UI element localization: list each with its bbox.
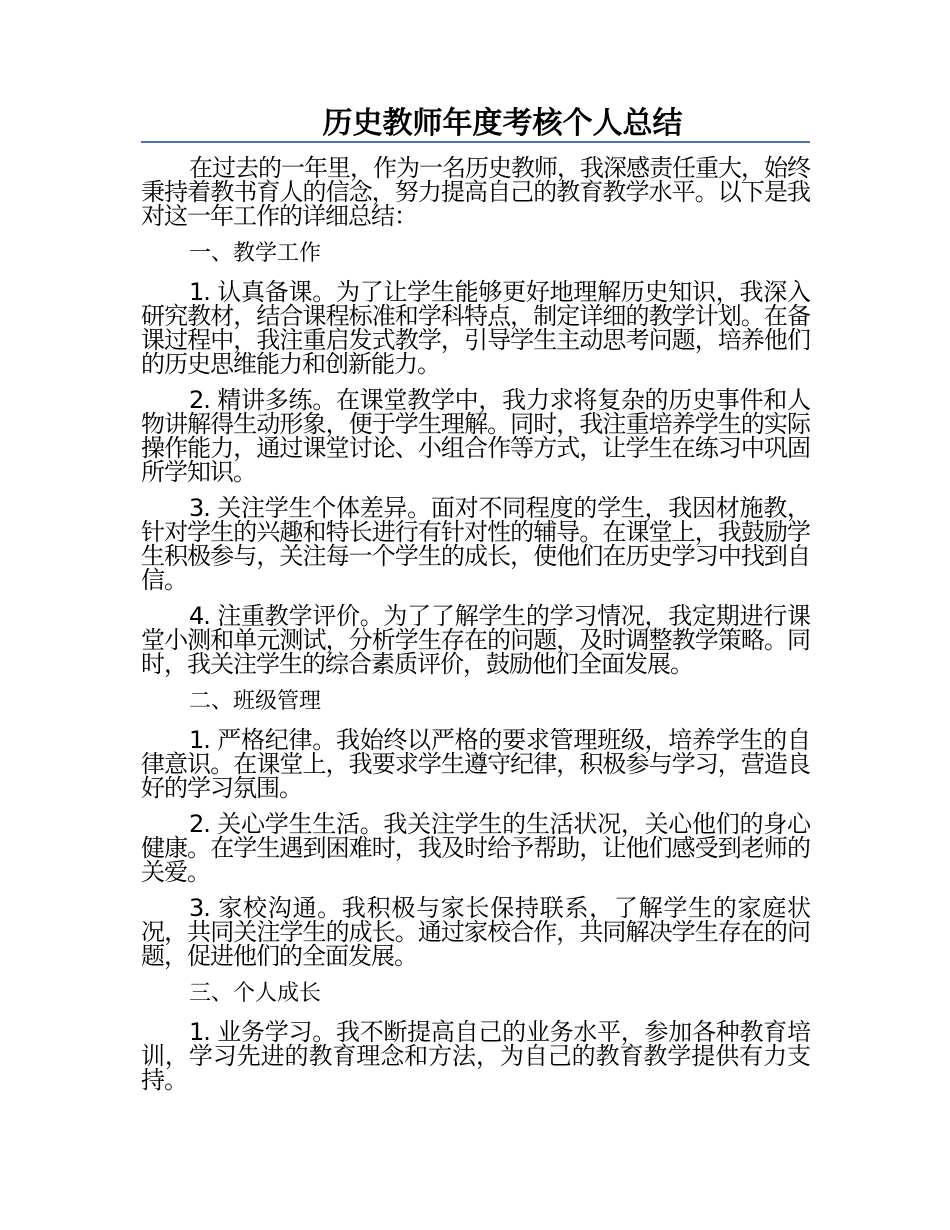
teaching-item-3: 3. 关注学生个体差异。面对不同程度的学生，我因材施教，针对学生的兴趣和特长进行有针对性的辅导。在课堂上，我鼓励学生积极参与，关注每一个学生的成长，使他们在历史学习中找到自信。 (141, 494, 810, 594)
teaching-item-4: 4. 注重教学评价。为了了解学生的学习情况，我定期进行课堂小测和单元测试，分析学生存在的问题，及时调整教学策略。同时，我关注学生的综合素质评价，鼓励他们全面发展。 (141, 602, 810, 678)
section-heading-class-management: 二、班级管理 (189, 689, 322, 714)
section-heading-personal-growth: 三、个人成长 (189, 981, 322, 1006)
class-management-item-2: 2. 关心学生生活。我关注学生的生活状况，关心他们的身心健康。在学生遇到困难时，我及时给予帮助，让他们感受到老师的关爱。 (141, 810, 810, 886)
document-body (141, 156, 810, 1104)
personal-growth-item-1: 1. 业务学习。我不断提高自己的业务水平，参加各种教育培训，学习先进的教育理念和方法，为自己的教育教学提供有力支持。 (141, 1018, 810, 1094)
class-management-item-1: 1. 严格纪律。我始终以严格的要求管理班级，培养学生的自律意识。在课堂上，我要求学生遵守纪律，积极参与学习，营造良好的学习氛围。 (141, 726, 810, 802)
teaching-item-2: 2. 精讲多练。在课堂教学中，我力求将复杂的历史事件和人物讲解得生动形象，便于学生理解。同时，我注重培养学生的实际操作能力，通过课堂讨论、小组合作等方式，让学生在练习中巩固所学知识。 (141, 386, 810, 486)
title-block (141, 103, 810, 143)
document-title: 历史教师年度考核个人总结 (322, 106, 683, 141)
teaching-item-1: 1. 认真备课。为了让学生能够更好地理解历史知识，我深入研究教材，结合课程标准和学科特点，制定详细的教学计划。在备课过程中，我注重启发式教学，引导学生主动思考问题，培养他们的历史思维能力和创新能力。 (141, 278, 810, 378)
intro-paragraph: 在过去的一年里，作为一名历史教师，我深感责任重大，始终秉持着教书育人的信念，努力提高自己的教育教学水平。以下是我对这一年工作的详细总结： (141, 154, 810, 230)
section-heading-teaching: 一、教学工作 (189, 241, 322, 266)
class-management-item-3: 3. 家校沟通。我积极与家长保持联系，了解学生的家庭状况，共同关注学生的成长。通过家校合作，共同解决学生存在的问题，促进他们的全面发展。 (141, 894, 810, 970)
